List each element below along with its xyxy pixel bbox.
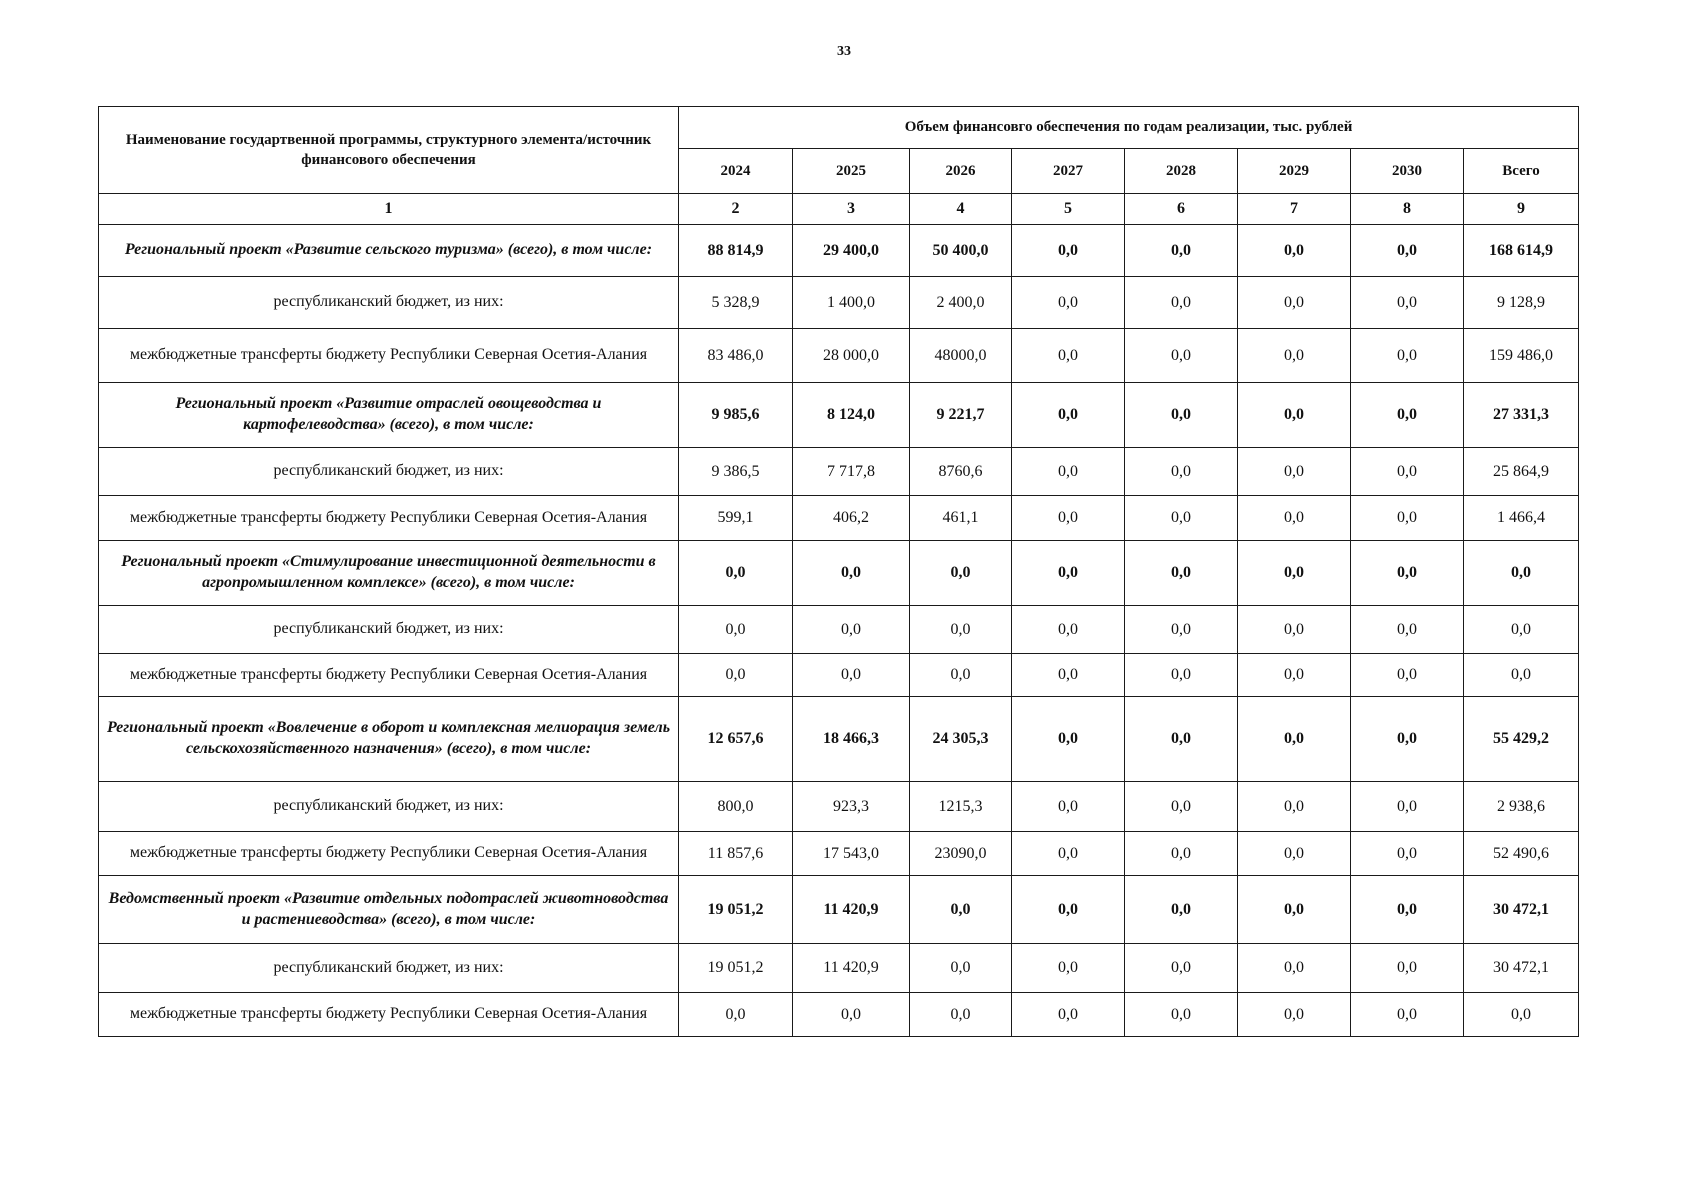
value-cell: 28 000,0: [793, 329, 910, 383]
value-cell: 0,0: [1125, 944, 1238, 993]
value-cell: 0,0: [1012, 277, 1125, 329]
value-cell: 0,0: [1351, 876, 1464, 944]
value-cell: 0,0: [1012, 329, 1125, 383]
year-header: 2025: [793, 149, 910, 194]
table-row: [99, 832, 1579, 876]
value-cell: 0,0: [1012, 225, 1125, 277]
project-name: Региональный проект «Развитие сельского туризма» (всего), в том числе:: [99, 225, 679, 277]
value-cell: 8 124,0: [793, 383, 910, 448]
value-cell: 0,0: [1238, 329, 1351, 383]
value-cell: 0,0: [1238, 832, 1351, 876]
table-row: [99, 225, 1579, 277]
value-cell: 800,0: [679, 782, 793, 832]
financing-table: [98, 106, 1579, 1037]
table-row: [99, 944, 1579, 993]
value-cell: 23090,0: [910, 832, 1012, 876]
value-cell: 9 221,7: [910, 383, 1012, 448]
value-cell: 19 051,2: [679, 944, 793, 993]
value-cell: 0,0: [1125, 225, 1238, 277]
table-row: [99, 448, 1579, 496]
value-cell: 0,0: [1351, 541, 1464, 606]
project-name: Ведомственный проект «Развитие отдельных подотраслей животноводства и растениеводства» (всего), в том числе:: [99, 876, 679, 944]
source-name: межбюджетные трансферты бюджету Республики Северная Осетия-Алания: [99, 832, 679, 876]
source-name: межбюджетные трансферты бюджету Республики Северная Осетия-Алания: [99, 329, 679, 383]
table-row: [99, 383, 1579, 448]
value-cell: 0,0: [1238, 277, 1351, 329]
value-cell: 18 466,3: [793, 697, 910, 782]
total-cell: 168 614,9: [1464, 225, 1579, 277]
value-cell: 599,1: [679, 496, 793, 541]
value-cell: 0,0: [1238, 944, 1351, 993]
source-name: межбюджетные трансферты бюджету Республики Северная Осетия-Алания: [99, 993, 679, 1037]
table-row: [99, 876, 1579, 944]
value-cell: 11 857,6: [679, 832, 793, 876]
value-cell: 0,0: [1238, 782, 1351, 832]
source-name: межбюджетные трансферты бюджету Республики Северная Осетия-Алания: [99, 496, 679, 541]
column-number: 4: [910, 194, 1012, 225]
value-cell: 24 305,3: [910, 697, 1012, 782]
column-number: 6: [1125, 194, 1238, 225]
table-row: [99, 993, 1579, 1037]
total-header: Всего: [1464, 149, 1579, 194]
name-column-header: Наименование государтвенной программы, структурного элемента/источник финансового обеспечения: [99, 107, 679, 194]
value-cell: 0,0: [1125, 496, 1238, 541]
total-cell: 27 331,3: [1464, 383, 1579, 448]
volume-column-header: Объем финансовго обеспечения по годам реализации, тыс. рублей: [679, 107, 1579, 149]
project-name: Региональный проект «Вовлечение в оборот и комплексная мелиорация земель сельскохозяйственного назначения» (всего), в том числе:: [99, 697, 679, 782]
value-cell: 0,0: [1125, 277, 1238, 329]
value-cell: 0,0: [1351, 277, 1464, 329]
value-cell: 0,0: [1238, 654, 1351, 697]
value-cell: 0,0: [1012, 654, 1125, 697]
source-name: республиканский бюджет, из них:: [99, 782, 679, 832]
column-number: 7: [1238, 194, 1351, 225]
year-header: 2028: [1125, 149, 1238, 194]
value-cell: 923,3: [793, 782, 910, 832]
table-row: [99, 697, 1579, 782]
total-cell: 9 128,9: [1464, 277, 1579, 329]
value-cell: 0,0: [1238, 383, 1351, 448]
value-cell: 29 400,0: [793, 225, 910, 277]
value-cell: 0,0: [1125, 329, 1238, 383]
value-cell: 0,0: [1012, 782, 1125, 832]
total-cell: 0,0: [1464, 541, 1579, 606]
value-cell: 0,0: [1351, 832, 1464, 876]
year-header: 2030: [1351, 149, 1464, 194]
table-row: [99, 277, 1579, 329]
source-name: республиканский бюджет, из них:: [99, 944, 679, 993]
value-cell: 5 328,9: [679, 277, 793, 329]
value-cell: 0,0: [679, 654, 793, 697]
value-cell: 0,0: [1012, 697, 1125, 782]
table-row: [99, 654, 1579, 697]
value-cell: 0,0: [1351, 782, 1464, 832]
value-cell: 0,0: [1125, 832, 1238, 876]
source-name: республиканский бюджет, из них:: [99, 277, 679, 329]
column-number: 8: [1351, 194, 1464, 225]
value-cell: 11 420,9: [793, 876, 910, 944]
value-cell: 0,0: [1351, 448, 1464, 496]
value-cell: 0,0: [910, 944, 1012, 993]
value-cell: 0,0: [1351, 329, 1464, 383]
value-cell: 0,0: [910, 541, 1012, 606]
total-cell: 159 486,0: [1464, 329, 1579, 383]
project-name: Региональный проект «Развитие отраслей овощеводства и картофелеводства» (всего), в том числе:: [99, 383, 679, 448]
total-cell: 0,0: [1464, 606, 1579, 654]
year-header: 2029: [1238, 149, 1351, 194]
project-name: Региональный проект «Стимулирование инвестиционной деятельности в агропромышленном комплексе» (всего), в том числе:: [99, 541, 679, 606]
value-cell: 0,0: [1125, 383, 1238, 448]
value-cell: 50 400,0: [910, 225, 1012, 277]
value-cell: 0,0: [1351, 225, 1464, 277]
value-cell: 0,0: [1125, 541, 1238, 606]
page-number: 33: [837, 44, 851, 59]
value-cell: 406,2: [793, 496, 910, 541]
value-cell: 0,0: [1012, 383, 1125, 448]
value-cell: 0,0: [679, 541, 793, 606]
total-cell: 25 864,9: [1464, 448, 1579, 496]
year-header: 2024: [679, 149, 793, 194]
value-cell: 0,0: [1012, 496, 1125, 541]
value-cell: 0,0: [793, 993, 910, 1037]
value-cell: 0,0: [1238, 993, 1351, 1037]
table-row: [99, 606, 1579, 654]
column-number: 9: [1464, 194, 1579, 225]
total-cell: 1 466,4: [1464, 496, 1579, 541]
value-cell: 0,0: [910, 654, 1012, 697]
value-cell: 0,0: [1238, 606, 1351, 654]
total-cell: 55 429,2: [1464, 697, 1579, 782]
total-cell: 0,0: [1464, 654, 1579, 697]
value-cell: 0,0: [910, 876, 1012, 944]
value-cell: 0,0: [1351, 383, 1464, 448]
value-cell: 0,0: [1125, 654, 1238, 697]
value-cell: 19 051,2: [679, 876, 793, 944]
value-cell: 0,0: [1238, 225, 1351, 277]
value-cell: 12 657,6: [679, 697, 793, 782]
value-cell: 9 386,5: [679, 448, 793, 496]
value-cell: 0,0: [1012, 832, 1125, 876]
source-name: межбюджетные трансферты бюджету Республики Северная Осетия-Алания: [99, 654, 679, 697]
value-cell: 0,0: [1125, 993, 1238, 1037]
table-row: [99, 541, 1579, 606]
value-cell: 0,0: [910, 993, 1012, 1037]
total-cell: 0,0: [1464, 993, 1579, 1037]
source-name: республиканский бюджет, из них:: [99, 606, 679, 654]
value-cell: 0,0: [1012, 448, 1125, 496]
value-cell: 0,0: [1238, 541, 1351, 606]
value-cell: 17 543,0: [793, 832, 910, 876]
value-cell: 0,0: [1238, 697, 1351, 782]
value-cell: 0,0: [793, 654, 910, 697]
value-cell: 0,0: [1125, 697, 1238, 782]
total-cell: 52 490,6: [1464, 832, 1579, 876]
value-cell: 0,0: [1351, 496, 1464, 541]
column-number: 2: [679, 194, 793, 225]
value-cell: 0,0: [1351, 944, 1464, 993]
value-cell: 461,1: [910, 496, 1012, 541]
value-cell: 83 486,0: [679, 329, 793, 383]
value-cell: 2 400,0: [910, 277, 1012, 329]
value-cell: 0,0: [1012, 606, 1125, 654]
total-cell: 30 472,1: [1464, 876, 1579, 944]
value-cell: 1 400,0: [793, 277, 910, 329]
value-cell: 0,0: [1125, 448, 1238, 496]
total-cell: 30 472,1: [1464, 944, 1579, 993]
table-row: [99, 782, 1579, 832]
value-cell: 48000,0: [910, 329, 1012, 383]
value-cell: 8760,6: [910, 448, 1012, 496]
total-cell: 2 938,6: [1464, 782, 1579, 832]
column-number: 5: [1012, 194, 1125, 225]
value-cell: 88 814,9: [679, 225, 793, 277]
value-cell: 0,0: [1238, 448, 1351, 496]
value-cell: 0,0: [1238, 496, 1351, 541]
value-cell: 0,0: [1351, 697, 1464, 782]
column-number: 3: [793, 194, 910, 225]
value-cell: 7 717,8: [793, 448, 910, 496]
value-cell: 0,0: [1125, 606, 1238, 654]
value-cell: 9 985,6: [679, 383, 793, 448]
value-cell: 0,0: [793, 541, 910, 606]
value-cell: 0,0: [679, 606, 793, 654]
table-row: [99, 329, 1579, 383]
value-cell: 0,0: [1012, 541, 1125, 606]
value-cell: 0,0: [679, 993, 793, 1037]
column-number-row: [99, 194, 1579, 225]
value-cell: 0,0: [910, 606, 1012, 654]
value-cell: 0,0: [1125, 782, 1238, 832]
table-row: [99, 496, 1579, 541]
value-cell: 0,0: [1125, 876, 1238, 944]
value-cell: 0,0: [1351, 606, 1464, 654]
value-cell: 0,0: [1238, 876, 1351, 944]
value-cell: 0,0: [1351, 993, 1464, 1037]
value-cell: 0,0: [1012, 993, 1125, 1037]
value-cell: 0,0: [1012, 944, 1125, 993]
value-cell: 0,0: [1012, 876, 1125, 944]
column-number: 1: [99, 194, 679, 225]
source-name: республиканский бюджет, из них:: [99, 448, 679, 496]
year-header: 2026: [910, 149, 1012, 194]
value-cell: 11 420,9: [793, 944, 910, 993]
value-cell: 0,0: [1351, 654, 1464, 697]
value-cell: 1215,3: [910, 782, 1012, 832]
value-cell: 0,0: [793, 606, 910, 654]
year-header: 2027: [1012, 149, 1125, 194]
